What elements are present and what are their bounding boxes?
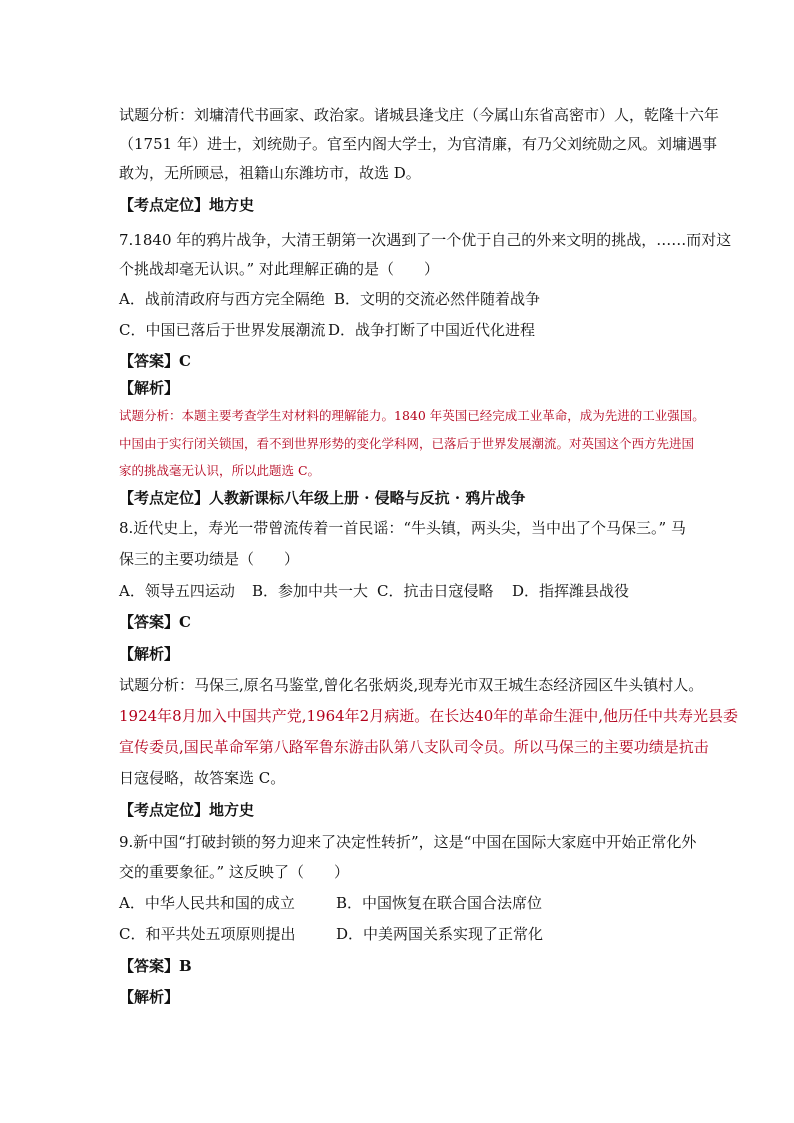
q9-stem-line-2: 交的重要象征。” 这反映了（ ） bbox=[119, 863, 349, 881]
q7-option-b: B．文明的交流必然伴随着战争 bbox=[334, 290, 541, 308]
q7-analysis-heading: 【解析】 bbox=[119, 379, 180, 397]
q9-option-d: D．中美两国关系实现了正常化 bbox=[336, 925, 544, 943]
q9-option-b: B．中国恢复在联合国合法席位 bbox=[336, 894, 543, 912]
q9-option-a: A．中华人民共和国的成立 bbox=[119, 894, 295, 912]
q8-option-c: C．抗击日寇侵略 bbox=[377, 582, 494, 600]
q7-key-point: 【考点定位】人教新课标八年级上册 · 侵略与反抗 · 鸦片战争 bbox=[119, 489, 526, 507]
q8-analysis-line-1: 试题分析：马保三,原名马鉴堂,曾化名张炳炎,现寿光市双王城生态经济园区牛头镇村人。 bbox=[119, 676, 704, 694]
q6-analysis-line-3: 敢为，无所顾忌，祖籍山东潍坊市，故选 D。 bbox=[119, 164, 421, 182]
q9-stem-line-1: 9.新中国“打破封锁的努力迎来了决定性转折”，这是“中国在国际大家庭中开始正常化外 bbox=[119, 833, 697, 851]
q7-answer: 【答案】C bbox=[119, 352, 191, 370]
q7-option-c: C．中国已落后于世界发展潮流 bbox=[119, 321, 326, 339]
q8-stem-line-1: 8.近代史上，寿光一带曾流传着一首民谣：“牛头镇，两头尖，当中出了个马保三。” 马 bbox=[119, 519, 686, 537]
q8-stem-line-2: 保三的主要功绩是（ ） bbox=[119, 550, 300, 568]
q9-analysis-heading: 【解析】 bbox=[119, 988, 180, 1006]
q8-analysis-line-3: 宣传委员,国民革命军第八路军鲁东游击队第八支队司令员。所以马保三的主要功绩是抗击 bbox=[119, 738, 709, 756]
q7-analysis-line-3: 家的挑战毫无认识，所以此题选 C。 bbox=[119, 463, 321, 478]
q6-analysis-line-2: （1751 年）进士，刘统勋子。官至内阁大学士，为官清廉，有乃父刘统勋之风。刘墉遇事 bbox=[119, 135, 717, 153]
q8-analysis-heading: 【解析】 bbox=[119, 645, 180, 663]
q8-key-point: 【考点定位】地方史 bbox=[119, 801, 255, 819]
q9-option-c: C．和平共处五项原则提出 bbox=[119, 925, 296, 943]
q7-option-d: D．战争打断了中国近代化进程 bbox=[328, 321, 536, 339]
q8-analysis-line-4: 日寇侵略，故答案选 C。 bbox=[119, 769, 286, 787]
q7-option-a: A．战前清政府与西方完全隔绝 bbox=[119, 290, 325, 308]
q6-key-point: 【考点定位】地方史 bbox=[119, 196, 255, 214]
q7-analysis-line-1: 试题分析：本题主要考查学生对材料的理解能力。1840 年英国已经完成工业革命，成为先进的工业强国。 bbox=[119, 408, 705, 423]
q8-option-d: D．指挥潍县战役 bbox=[512, 582, 630, 600]
q8-option-a: A．领导五四运动 bbox=[119, 582, 235, 600]
q8-analysis-line-2: 1924年8月加入中国共产党,1964年2月病逝。在长达40年的革命生涯中,他历任中共寿光县委 bbox=[119, 707, 739, 725]
q7-stem-line-2: 个挑战却毫无认识。” 对此理解正确的是（ ） bbox=[119, 260, 439, 278]
q8-answer: 【答案】C bbox=[119, 613, 191, 631]
q7-stem-line-1: 7.1840 年的鸦片战争，大清王朝第一次遇到了一个优于自己的外来文明的挑战，……而对这 bbox=[119, 231, 732, 249]
q7-analysis-line-2: 中国由于实行闭关锁国，看不到世界形势的变化学科网，已落后于世界发展潮流。对英国这个西方先进国 bbox=[119, 436, 695, 451]
q6-analysis-line-1: 试题分析：刘墉清代书画家、政治家。诸城县逢戈庄（今属山东省高密市）人，乾隆十六年 bbox=[119, 106, 720, 124]
q8-option-b: B．参加中共一大 bbox=[252, 582, 369, 600]
q9-answer: 【答案】B bbox=[119, 957, 192, 975]
